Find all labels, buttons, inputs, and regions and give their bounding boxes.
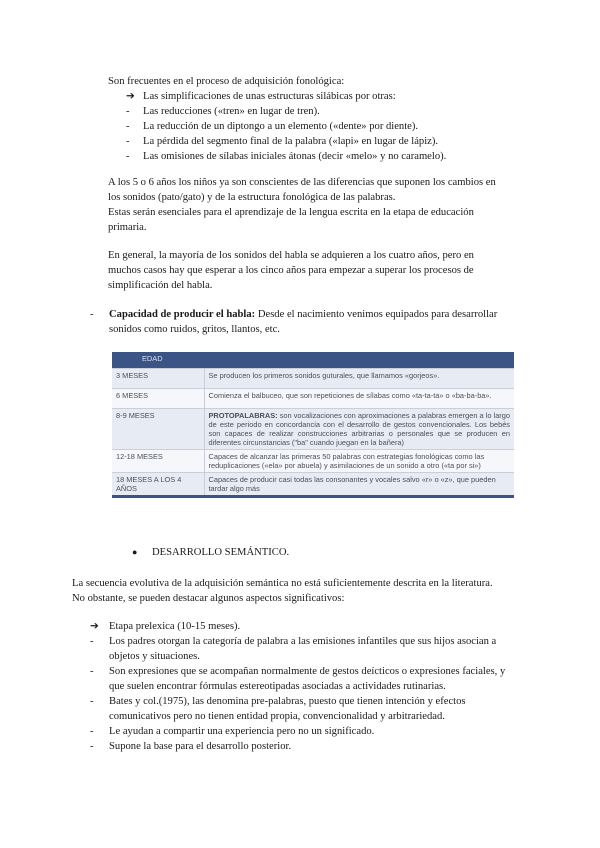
list-item-text: Bates y col.(1975), las denomina pre-palabras, puesto que tienen intención y efectos (109, 696, 466, 707)
paragraph-line: En general, la mayoría de los sonidos del habla se adquieren a los cuatro años, pero en (108, 250, 474, 261)
dash-marker: - (126, 136, 130, 147)
list-item-text: La pérdida del segmento final de la palabra («lapi» en lugar de lápiz). (143, 136, 439, 147)
dash-marker: - (90, 309, 94, 320)
list-item-text: Los padres otorgan la categoría de palabra a las emisiones infantiles que sus hijos asocian a (109, 636, 497, 647)
table-row (112, 368, 514, 388)
header-age: EDAD (112, 352, 204, 368)
age-cell: 8-9 MESES (112, 408, 204, 449)
semantic-list (90, 619, 505, 754)
arrow-list-item (108, 89, 446, 104)
list-item-text: Supone la base para el desarrollo posterior. (109, 741, 292, 752)
capacity-label: Capacidad de producir el habla: (109, 309, 256, 320)
table-row (112, 408, 514, 449)
list-item-text: objetos y situaciones. (109, 651, 200, 662)
desc-cell: Comienza el balbuceo, que son repeticiones de sílabas como «ta-ta-ta» o «ba-ba-ba». (204, 388, 514, 408)
table-row (112, 388, 514, 408)
capacity-item (90, 307, 497, 337)
arrow-icon: ➔ (126, 91, 135, 102)
header-description (204, 352, 514, 368)
capacity-text-cont: sonidos como ruidos, gritos, llantos, etc. (109, 324, 280, 335)
phonology-list (108, 74, 446, 164)
paragraph-awareness (108, 175, 496, 235)
list-item (90, 664, 505, 694)
paragraph-line: A los 5 o 6 años los niños ya son conscientes de las diferencias que suponen los cambios en (108, 177, 496, 188)
arrow-icon: ➔ (90, 621, 99, 632)
intro-text: Son frecuentes en el proceso de adquisición fonológica: (108, 76, 345, 87)
list-item-text: La reducción de un diptongo a un elemento («dente» por diente). (143, 121, 419, 132)
bullet-icon: ● (132, 547, 138, 557)
semantic-heading (132, 545, 289, 560)
list-item (90, 739, 505, 754)
dash-marker: - (90, 741, 94, 752)
list-item (90, 634, 505, 664)
paragraph-general (108, 248, 474, 293)
list-item-text: Las reducciones («tren» en lugar de tren). (143, 106, 320, 117)
table-row (112, 449, 514, 472)
paragraph-line: simplificación del habla. (108, 280, 213, 291)
list-item (108, 149, 446, 164)
dash-marker: - (126, 106, 130, 117)
speech-development-table (112, 352, 514, 498)
paragraph-line: La secuencia evolutiva de la adquisición semántica no está suficientemente descrita en la literatura. (72, 578, 493, 589)
list-item-text: Son expresiones que se acompañan normalmente de gestos deícticos o expresiones faciales, y (109, 666, 506, 677)
table-header-row (112, 352, 514, 368)
paragraph-line: No obstante, se pueden destacar algunos aspectos significativos: (72, 593, 345, 604)
list-item (90, 694, 505, 724)
age-cell: 12-18 MESES (112, 449, 204, 472)
list-item-text: Etapa prelexica (10-15 meses). (109, 621, 241, 632)
protopalabras-label: PROTOPALABRAS: (208, 410, 278, 420)
desc-cell: Capaces de alcanzar las primeras 50 palabras con estrategias fonológicas como las reduplicaciones («ela» por abuela) y asimilaciones de un sonido a otro («ta por si») (204, 449, 514, 472)
dash-marker: - (126, 151, 130, 162)
dash-marker: - (90, 636, 94, 647)
list-item-text: que suelen encontrar fórmulas estereotipadas asociadas a actividades rutinarias. (109, 681, 446, 692)
capacity-text: Desde el nacimiento venimos equipados para desarrollar (255, 309, 498, 320)
desc-cell (204, 408, 514, 449)
dash-marker: - (90, 666, 94, 677)
paragraph-line: primaria. (108, 222, 147, 233)
list-item (108, 104, 446, 119)
desc-cell: Se producen los primeros sonidos guturales, que llamamos «gorjeos». (204, 368, 514, 388)
desc-text: son vocalizaciones con aproximaciones a palabras emergen a lo largo de este periodo en concordancia con el desarrollo de gestos convencionales. Los bebés son capaces de realizar construcciones arbitrarias o personales que se producen en diferentes circunstancias ("ba" cuando juegan en la bañera) (208, 410, 510, 447)
semantic-intro (72, 576, 493, 606)
dash-marker: - (90, 726, 94, 737)
list-item (108, 119, 446, 134)
paragraph-line: los sonidos (pato/gato) y de la estructura fonológica de las palabras. (108, 192, 396, 203)
table-row (112, 472, 514, 496)
dash-marker: - (126, 121, 130, 132)
list-item-text: Las simplificaciones de unas estructuras silábicas por otras: (143, 91, 396, 102)
dash-marker: - (90, 696, 94, 707)
age-cell: 6 MESES (112, 388, 204, 408)
arrow-list-item (90, 619, 505, 634)
desc-cell: Capaces de producir casi todas las consonantes y vocales salvo «r» o «z», que pueden tardar algo más (204, 472, 514, 496)
list-item-text: Las omisiones de sílabas iniciales átonas (decir «melo» y no caramelo). (143, 151, 447, 162)
list-item (108, 134, 446, 149)
age-cell: 18 MESES A LOS 4 AÑOS (112, 472, 204, 496)
paragraph-line: muchos casos hay que esperar a los cinco años para empezar a superar los procesos de (108, 265, 474, 276)
list-item (90, 307, 497, 322)
list-item-text: comunicativos pero no tienen entidad propia, convencionalidad y arbitrariedad. (109, 711, 445, 722)
age-cell: 3 MESES (112, 368, 204, 388)
section-heading: DESARROLLO SEMÁNTICO. (152, 547, 290, 558)
list-item (90, 724, 505, 739)
paragraph-line: Estas serán esenciales para el aprendizaje de la lengua escrita en la etapa de educación (108, 207, 474, 218)
list-item-text: Le ayudan a compartir una experiencia pero no un significado. (109, 726, 375, 737)
